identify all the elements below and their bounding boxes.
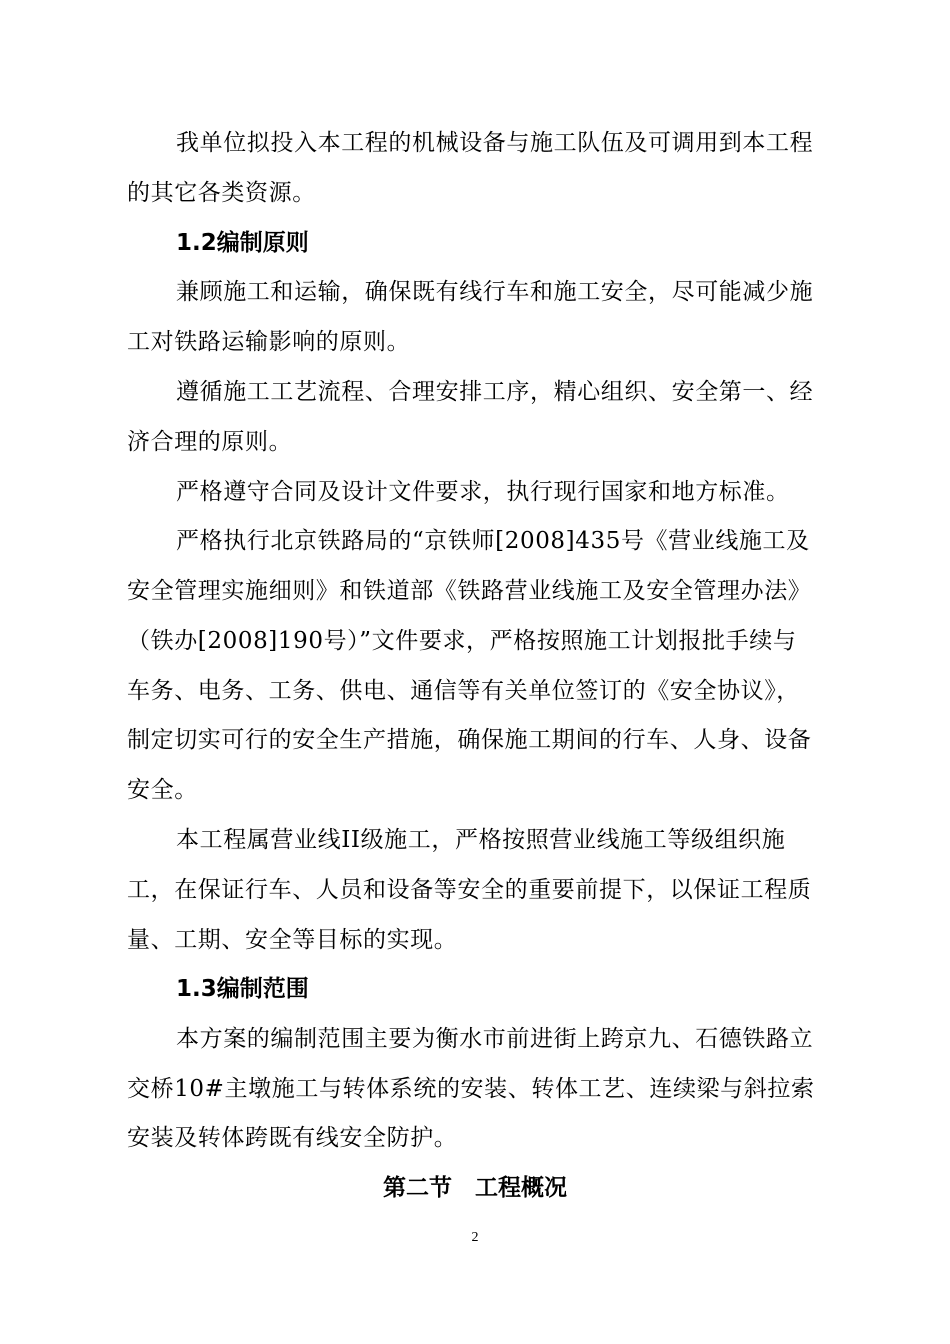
paragraph-7-line-2: 交桥10#主墩施工与转体系统的安装、转体工艺、连续梁与斜拉索 [127, 1076, 815, 1102]
paragraph-2-line-1: 兼顾施工和运输，确保既有线行车和施工安全，尽可能减少施 [176, 279, 814, 305]
heading-compilation-principles: 1.2编制原则 [176, 230, 309, 256]
paragraph-1-line-1: 我单位拟投入本工程的机械设备与施工队伍及可调用到本工程 [176, 130, 814, 156]
paragraph-3-line-2: 济合理的原则。 [127, 429, 293, 455]
paragraph-5-line-1: 严格执行北京铁路局的“京铁师[2008]435号《营业线施工及 [176, 528, 810, 554]
paragraph-6-line-3: 量、工期、安全等目标的实现。 [127, 927, 458, 953]
paragraph-2-line-2: 工对铁路运输影响的原则。 [127, 329, 411, 355]
heading-compilation-scope: 1.3编制范围 [176, 976, 309, 1002]
paragraph-7-line-3: 安装及转体跨既有线安全防护。 [127, 1125, 458, 1151]
paragraph-5-line-3: （铁办[2008]190号）”文件要求，严格按照施工计划报批手续与 [127, 628, 797, 654]
section-title-project-overview: 第二节 工程概况 [383, 1175, 567, 1201]
page-number: 2 [471, 1230, 479, 1245]
paragraph-3-line-1: 遵循施工工艺流程、合理安排工序，精心组织、安全第一、经 [176, 379, 814, 405]
paragraph-7-line-1: 本方案的编制范围主要为衡水市前进街上跨京九、石德铁路立 [176, 1026, 814, 1052]
paragraph-5-line-6: 安全。 [127, 777, 198, 803]
paragraph-6-line-1: 本工程属营业线II级施工，严格按照营业线施工等级组织施 [176, 827, 786, 853]
paragraph-4-line-1: 严格遵守合同及设计文件要求，执行现行国家和地方标准。 [176, 479, 790, 505]
paragraph-1-line-2: 的其它各类资源。 [127, 180, 316, 206]
paragraph-5-line-5: 制定切实可行的安全生产措施，确保施工期间的行车、人身、设备 [127, 727, 812, 753]
paragraph-5-line-4: 车务、电务、工务、供电、通信等有关单位签订的《安全协议》， [127, 678, 800, 704]
paragraph-6-line-2: 工，在保证行车、人员和设备等安全的重要前提下，以保证工程质 [127, 877, 812, 903]
paragraph-5-line-2: 安全管理实施细则》和铁道部《铁路营业线施工及安全管理办法》 [127, 578, 812, 604]
